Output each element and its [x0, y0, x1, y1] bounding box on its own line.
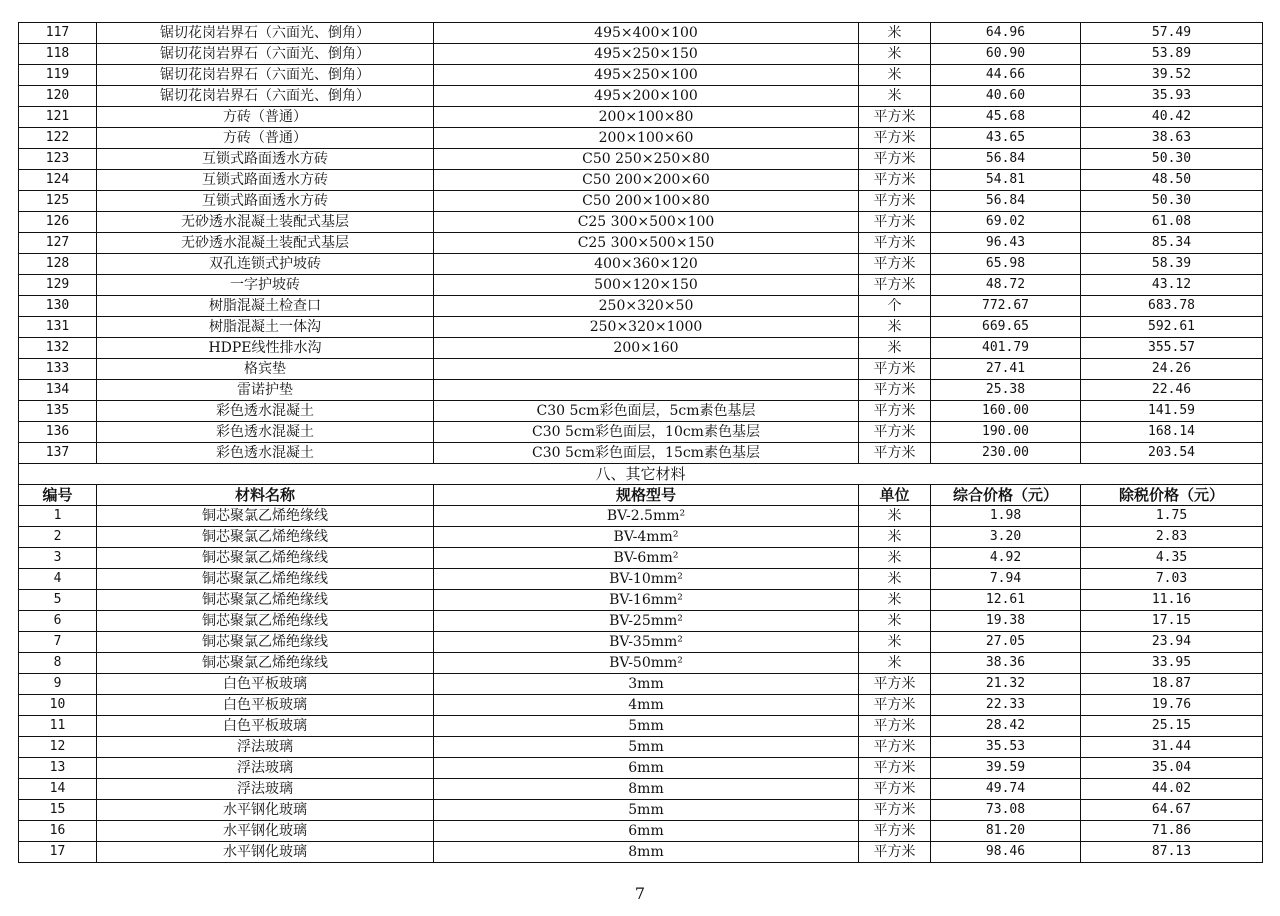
cell-name: 方砖（普通） [97, 107, 434, 128]
cell-net-price: 61.08 [1081, 212, 1263, 233]
cell-spec: 200×100×80 [434, 107, 859, 128]
cell-spec: 495×200×100 [434, 86, 859, 107]
cell-name: 锯切花岗岩界石（六面光、倒角） [97, 65, 434, 86]
cell-price: 39.59 [931, 758, 1081, 779]
cell-price: 1.98 [931, 506, 1081, 527]
cell-name: 雷诺护垫 [97, 380, 434, 401]
cell-unit: 平方米 [859, 821, 931, 842]
cell-net-price: 48.50 [1081, 170, 1263, 191]
table-row [19, 821, 1263, 842]
cell-price: 38.36 [931, 653, 1081, 674]
cell-price: 64.96 [931, 23, 1081, 44]
cell-net-price: 71.86 [1081, 821, 1263, 842]
cell-price: 43.65 [931, 128, 1081, 149]
table-row [19, 401, 1263, 422]
cell-price: 27.05 [931, 632, 1081, 653]
cell-net-price: 1.75 [1081, 506, 1263, 527]
cell-id: 127 [19, 233, 97, 254]
cell-spec: 8mm [434, 779, 859, 800]
cell-name: 铜芯聚氯乙烯绝缘线 [97, 632, 434, 653]
cell-net-price: 31.44 [1081, 737, 1263, 758]
cell-id: 16 [19, 821, 97, 842]
table-row [19, 149, 1263, 170]
cell-id: 124 [19, 170, 97, 191]
header-cell-name: 材料名称 [97, 485, 434, 506]
cell-id: 129 [19, 275, 97, 296]
cell-spec: 250×320×50 [434, 296, 859, 317]
cell-name: 铜芯聚氯乙烯绝缘线 [97, 527, 434, 548]
table-row [19, 569, 1263, 590]
table-row [19, 170, 1263, 191]
cell-net-price: 355.57 [1081, 338, 1263, 359]
cell-unit: 平方米 [859, 779, 931, 800]
cell-price: 3.20 [931, 527, 1081, 548]
cell-price: 98.46 [931, 842, 1081, 863]
cell-price: 21.32 [931, 674, 1081, 695]
cell-spec: C30 5cm彩色面层，15cm素色基层 [434, 443, 859, 464]
section-block [19, 464, 1263, 506]
cell-spec: 495×250×150 [434, 44, 859, 65]
cell-net-price: 64.67 [1081, 800, 1263, 821]
cell-net-price: 57.49 [1081, 23, 1263, 44]
cell-spec: 8mm [434, 842, 859, 863]
cell-name: 锯切花岗岩界石（六面光、倒角） [97, 86, 434, 107]
cell-price: 28.42 [931, 716, 1081, 737]
cell-spec: C50 200×100×80 [434, 191, 859, 212]
cell-name: 铜芯聚氯乙烯绝缘线 [97, 548, 434, 569]
cell-unit: 平方米 [859, 737, 931, 758]
cell-net-price: 33.95 [1081, 653, 1263, 674]
cell-id: 137 [19, 443, 97, 464]
cell-price: 56.84 [931, 149, 1081, 170]
cell-price: 7.94 [931, 569, 1081, 590]
cell-name: 浮法玻璃 [97, 758, 434, 779]
cell-net-price: 38.63 [1081, 128, 1263, 149]
cell-unit: 平方米 [859, 842, 931, 863]
cell-id: 123 [19, 149, 97, 170]
cell-id: 8 [19, 653, 97, 674]
table-row [19, 695, 1263, 716]
cell-spec: 495×400×100 [434, 23, 859, 44]
cell-name: 锯切花岗岩界石（六面光、倒角） [97, 23, 434, 44]
cell-unit: 个 [859, 296, 931, 317]
cell-net-price: 35.04 [1081, 758, 1263, 779]
table-body-after [19, 506, 1263, 863]
cell-net-price: 58.39 [1081, 254, 1263, 275]
cell-id: 120 [19, 86, 97, 107]
section-row [19, 464, 1263, 485]
cell-price: 81.20 [931, 821, 1081, 842]
cell-unit: 米 [859, 548, 931, 569]
cell-unit: 平方米 [859, 149, 931, 170]
page-number: 7 [634, 884, 646, 903]
cell-net-price: 50.30 [1081, 191, 1263, 212]
cell-spec: BV-2.5mm² [434, 506, 859, 527]
cell-unit: 平方米 [859, 254, 931, 275]
cell-net-price: 2.83 [1081, 527, 1263, 548]
table-body-before [19, 23, 1263, 464]
cell-spec: 250×320×1000 [434, 317, 859, 338]
table-row [19, 128, 1263, 149]
cell-name: 白色平板玻璃 [97, 695, 434, 716]
header-cell-unit: 单位 [859, 485, 931, 506]
cell-unit: 平方米 [859, 422, 931, 443]
cell-name: 彩色透水混凝土 [97, 401, 434, 422]
cell-name: 互锁式路面透水方砖 [97, 191, 434, 212]
cell-price: 35.53 [931, 737, 1081, 758]
cell-name: 水平钢化玻璃 [97, 800, 434, 821]
cell-name: 铜芯聚氯乙烯绝缘线 [97, 611, 434, 632]
cell-unit: 平方米 [859, 674, 931, 695]
cell-net-price: 85.34 [1081, 233, 1263, 254]
table-row [19, 779, 1263, 800]
cell-price: 69.02 [931, 212, 1081, 233]
cell-unit: 米 [859, 590, 931, 611]
cell-net-price: 87.13 [1081, 842, 1263, 863]
cell-spec: C30 5cm彩色面层，5cm素色基层 [434, 401, 859, 422]
header-cell-spec: 规格型号 [434, 485, 859, 506]
cell-net-price: 168.14 [1081, 422, 1263, 443]
cell-name: 铜芯聚氯乙烯绝缘线 [97, 653, 434, 674]
cell-unit: 平方米 [859, 107, 931, 128]
cell-id: 9 [19, 674, 97, 695]
cell-unit: 米 [859, 569, 931, 590]
cell-id: 5 [19, 590, 97, 611]
cell-unit: 平方米 [859, 716, 931, 737]
cell-name: 互锁式路面透水方砖 [97, 170, 434, 191]
cell-unit: 平方米 [859, 443, 931, 464]
table-row [19, 86, 1263, 107]
cell-spec: C25 300×500×100 [434, 212, 859, 233]
cell-unit: 平方米 [859, 170, 931, 191]
cell-unit: 平方米 [859, 758, 931, 779]
table-row [19, 800, 1263, 821]
table-row [19, 548, 1263, 569]
table-row [19, 44, 1263, 65]
cell-price: 96.43 [931, 233, 1081, 254]
cell-id: 12 [19, 737, 97, 758]
cell-price: 401.79 [931, 338, 1081, 359]
table-row [19, 191, 1263, 212]
cell-spec: 6mm [434, 758, 859, 779]
cell-unit: 米 [859, 632, 931, 653]
cell-net-price: 11.16 [1081, 590, 1263, 611]
cell-net-price: 44.02 [1081, 779, 1263, 800]
cell-price: 56.84 [931, 191, 1081, 212]
cell-unit: 米 [859, 653, 931, 674]
table-row [19, 359, 1263, 380]
cell-net-price: 203.54 [1081, 443, 1263, 464]
table-row [19, 317, 1263, 338]
cell-net-price: 35.93 [1081, 86, 1263, 107]
cell-unit: 平方米 [859, 191, 931, 212]
cell-id: 1 [19, 506, 97, 527]
cell-spec: C30 5cm彩色面层，10cm素色基层 [434, 422, 859, 443]
cell-id: 13 [19, 758, 97, 779]
cell-name: 无砂透水混凝土装配式基层 [97, 212, 434, 233]
cell-id: 11 [19, 716, 97, 737]
table-row [19, 422, 1263, 443]
cell-id: 119 [19, 65, 97, 86]
cell-price: 45.68 [931, 107, 1081, 128]
cell-unit: 米 [859, 23, 931, 44]
table-row [19, 212, 1263, 233]
cell-unit: 米 [859, 506, 931, 527]
cell-unit: 米 [859, 44, 931, 65]
cell-id: 133 [19, 359, 97, 380]
cell-spec: BV-16mm² [434, 590, 859, 611]
cell-id: 121 [19, 107, 97, 128]
cell-price: 73.08 [931, 800, 1081, 821]
cell-net-price: 43.12 [1081, 275, 1263, 296]
cell-spec: 3mm [434, 674, 859, 695]
cell-net-price: 592.61 [1081, 317, 1263, 338]
cell-unit: 平方米 [859, 695, 931, 716]
cell-id: 125 [19, 191, 97, 212]
cell-spec: 5mm [434, 737, 859, 758]
table-row [19, 842, 1263, 863]
cell-name: 互锁式路面透水方砖 [97, 149, 434, 170]
cell-id: 3 [19, 548, 97, 569]
table-row [19, 611, 1263, 632]
cell-spec: C50 200×200×60 [434, 170, 859, 191]
cell-name: 双孔连锁式护坡砖 [97, 254, 434, 275]
cell-id: 4 [19, 569, 97, 590]
cell-spec: 4mm [434, 695, 859, 716]
cell-name: HDPE线性排水沟 [97, 338, 434, 359]
table-row [19, 23, 1263, 44]
cell-net-price: 24.26 [1081, 359, 1263, 380]
cell-net-price: 25.15 [1081, 716, 1263, 737]
cell-spec: BV-50mm² [434, 653, 859, 674]
cell-name: 白色平板玻璃 [97, 716, 434, 737]
table-row [19, 737, 1263, 758]
cell-unit: 平方米 [859, 401, 931, 422]
cell-name: 白色平板玻璃 [97, 674, 434, 695]
cell-price: 772.67 [931, 296, 1081, 317]
cell-name: 一字护坡砖 [97, 275, 434, 296]
cell-id: 132 [19, 338, 97, 359]
table-row [19, 380, 1263, 401]
cell-unit: 米 [859, 86, 931, 107]
section-title: 八、其它材料 [19, 464, 1263, 485]
header-cell-net-price: 除税价格（元） [1081, 485, 1263, 506]
cell-price: 160.00 [931, 401, 1081, 422]
cell-name: 水平钢化玻璃 [97, 842, 434, 863]
cell-net-price: 19.76 [1081, 695, 1263, 716]
cell-price: 48.72 [931, 275, 1081, 296]
cell-spec: BV-4mm² [434, 527, 859, 548]
cell-spec: 400×360×120 [434, 254, 859, 275]
table-row [19, 590, 1263, 611]
cell-id: 122 [19, 128, 97, 149]
cell-id: 118 [19, 44, 97, 65]
cell-unit: 平方米 [859, 800, 931, 821]
cell-spec: BV-25mm² [434, 611, 859, 632]
table-row [19, 65, 1263, 86]
cell-spec: BV-6mm² [434, 548, 859, 569]
cell-name: 方砖（普通） [97, 128, 434, 149]
cell-unit: 米 [859, 527, 931, 548]
cell-spec: 200×160 [434, 338, 859, 359]
header-cell-id: 编号 [19, 485, 97, 506]
cell-name: 树脂混凝土检查口 [97, 296, 434, 317]
cell-spec: 5mm [434, 716, 859, 737]
cell-name: 水平钢化玻璃 [97, 821, 434, 842]
cell-spec [434, 359, 859, 380]
cell-id: 131 [19, 317, 97, 338]
cell-price: 54.81 [931, 170, 1081, 191]
cell-id: 130 [19, 296, 97, 317]
cell-id: 7 [19, 632, 97, 653]
cell-net-price: 4.35 [1081, 548, 1263, 569]
cell-name: 浮法玻璃 [97, 737, 434, 758]
cell-spec [434, 380, 859, 401]
cell-net-price: 53.89 [1081, 44, 1263, 65]
cell-spec: 200×100×60 [434, 128, 859, 149]
cell-unit: 平方米 [859, 380, 931, 401]
cell-name: 浮法玻璃 [97, 779, 434, 800]
cell-net-price: 683.78 [1081, 296, 1263, 317]
cell-name: 彩色透水混凝土 [97, 443, 434, 464]
cell-id: 134 [19, 380, 97, 401]
cell-net-price: 50.30 [1081, 149, 1263, 170]
cell-spec: 5mm [434, 800, 859, 821]
cell-net-price: 7.03 [1081, 569, 1263, 590]
table-row [19, 506, 1263, 527]
cell-price: 60.90 [931, 44, 1081, 65]
cell-unit: 平方米 [859, 359, 931, 380]
cell-spec: BV-10mm² [434, 569, 859, 590]
cell-name: 锯切花岗岩界石（六面光、倒角） [97, 44, 434, 65]
cell-unit: 米 [859, 317, 931, 338]
table-row [19, 527, 1263, 548]
cell-id: 2 [19, 527, 97, 548]
cell-price: 190.00 [931, 422, 1081, 443]
cell-id: 128 [19, 254, 97, 275]
cell-net-price: 39.52 [1081, 65, 1263, 86]
cell-unit: 米 [859, 338, 931, 359]
cell-unit: 米 [859, 65, 931, 86]
cell-unit: 平方米 [859, 275, 931, 296]
header-cell-price: 综合价格（元） [931, 485, 1081, 506]
cell-net-price: 17.15 [1081, 611, 1263, 632]
cell-price: 669.65 [931, 317, 1081, 338]
cell-name: 无砂透水混凝土装配式基层 [97, 233, 434, 254]
cell-name: 铜芯聚氯乙烯绝缘线 [97, 590, 434, 611]
table-row [19, 233, 1263, 254]
table-row [19, 632, 1263, 653]
cell-id: 117 [19, 23, 97, 44]
cell-id: 15 [19, 800, 97, 821]
table-row [19, 275, 1263, 296]
header-row [19, 485, 1263, 506]
cell-net-price: 141.59 [1081, 401, 1263, 422]
cell-price: 65.98 [931, 254, 1081, 275]
cell-price: 22.33 [931, 695, 1081, 716]
cell-spec: BV-35mm² [434, 632, 859, 653]
cell-unit: 米 [859, 611, 931, 632]
cell-spec: 500×120×150 [434, 275, 859, 296]
cell-price: 12.61 [931, 590, 1081, 611]
table-row [19, 338, 1263, 359]
cell-spec: 6mm [434, 821, 859, 842]
cell-price: 49.74 [931, 779, 1081, 800]
cell-id: 14 [19, 779, 97, 800]
cell-id: 126 [19, 212, 97, 233]
cell-unit: 平方米 [859, 233, 931, 254]
table-row [19, 653, 1263, 674]
cell-id: 6 [19, 611, 97, 632]
table-row [19, 107, 1263, 128]
cell-price: 44.66 [931, 65, 1081, 86]
cell-spec: 495×250×100 [434, 65, 859, 86]
cell-net-price: 23.94 [1081, 632, 1263, 653]
table-row [19, 443, 1263, 464]
table-row [19, 716, 1263, 737]
cell-net-price: 18.87 [1081, 674, 1263, 695]
cell-id: 135 [19, 401, 97, 422]
table-row [19, 758, 1263, 779]
cell-id: 10 [19, 695, 97, 716]
table-row [19, 254, 1263, 275]
cell-price: 230.00 [931, 443, 1081, 464]
cell-name: 铜芯聚氯乙烯绝缘线 [97, 506, 434, 527]
cell-unit: 平方米 [859, 128, 931, 149]
cell-name: 铜芯聚氯乙烯绝缘线 [97, 569, 434, 590]
cell-name: 彩色透水混凝土 [97, 422, 434, 443]
table-row [19, 674, 1263, 695]
cell-price: 27.41 [931, 359, 1081, 380]
price-table [18, 22, 1263, 863]
cell-name: 格宾垫 [97, 359, 434, 380]
cell-net-price: 22.46 [1081, 380, 1263, 401]
cell-spec: C50 250×250×80 [434, 149, 859, 170]
cell-price: 4.92 [931, 548, 1081, 569]
cell-spec: C25 300×500×150 [434, 233, 859, 254]
cell-name: 树脂混凝土一体沟 [97, 317, 434, 338]
cell-id: 136 [19, 422, 97, 443]
cell-unit: 平方米 [859, 212, 931, 233]
cell-price: 25.38 [931, 380, 1081, 401]
cell-price: 19.38 [931, 611, 1081, 632]
cell-price: 40.60 [931, 86, 1081, 107]
cell-id: 17 [19, 842, 97, 863]
table-row [19, 296, 1263, 317]
cell-net-price: 40.42 [1081, 107, 1263, 128]
